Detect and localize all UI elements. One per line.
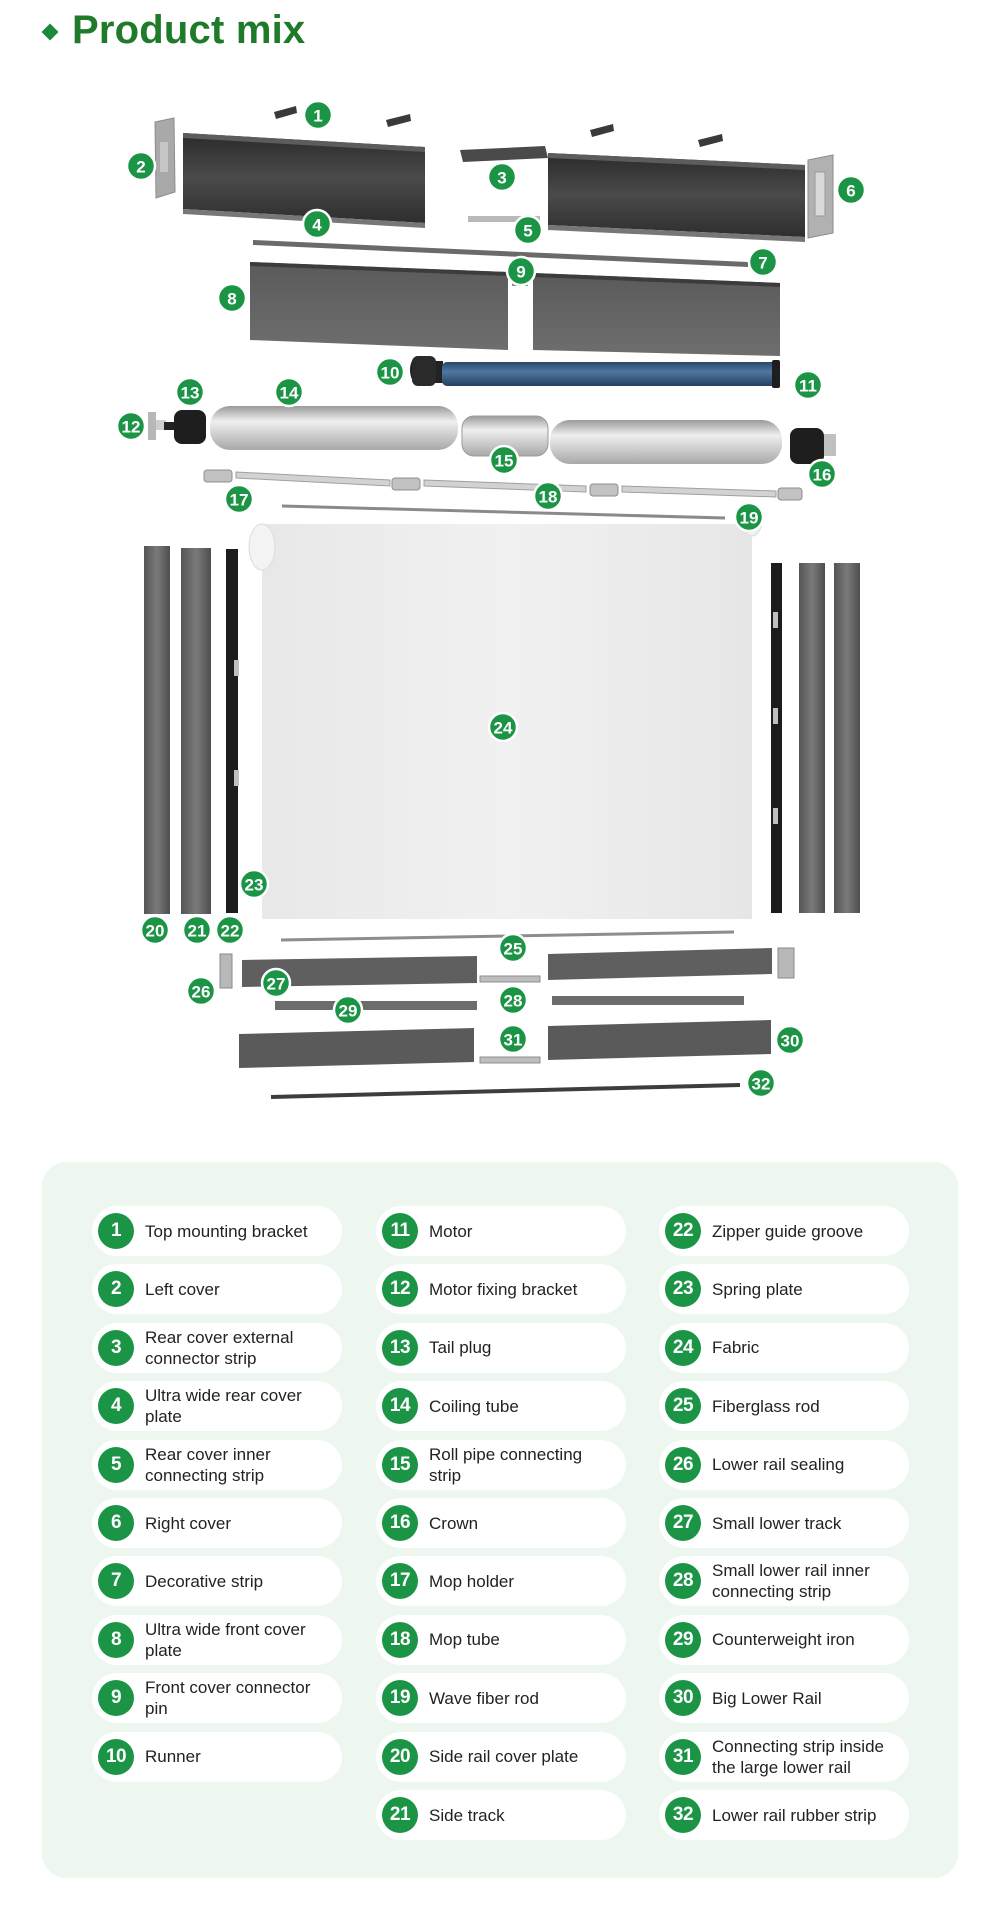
legend-number-badge: 8: [98, 1622, 134, 1658]
callout-number: 15: [494, 451, 514, 471]
callout-badge-15: [490, 446, 518, 474]
legend-item-1: [92, 1206, 342, 1256]
legend-number-badge: 19: [382, 1680, 418, 1716]
legend-item-9: [92, 1673, 342, 1723]
legend-item-14: [376, 1381, 626, 1431]
legend-item-5: [92, 1440, 342, 1490]
legend-item-30: [659, 1673, 909, 1723]
legend-number-badge: 3: [98, 1330, 134, 1366]
legend-item-12: [376, 1264, 626, 1314]
legend-label: Left cover: [145, 1279, 220, 1299]
legend-label: Wave fiber rod: [429, 1688, 539, 1708]
callout-number: 21: [187, 921, 207, 941]
legend-item-27: [659, 1498, 909, 1548]
legend-label: Rear cover external connector strip: [145, 1327, 294, 1368]
legend-label: Big Lower Rail: [712, 1688, 822, 1708]
callout-number: 23: [244, 875, 264, 895]
legend-number-badge: 32: [665, 1797, 701, 1833]
legend-item-19: [376, 1673, 626, 1723]
legend-number-badge: 24: [665, 1330, 701, 1366]
legend-label: Counterweight iron: [712, 1630, 855, 1650]
legend-label: Small lower track: [712, 1513, 842, 1533]
legend-label: Fiberglass rod: [712, 1396, 820, 1416]
part-right-cover: [808, 155, 833, 238]
callout-badge-32: [747, 1069, 775, 1097]
callout-badge-22: [216, 916, 244, 944]
legend-label: Front cover connector pin: [145, 1678, 311, 1719]
legend-number-badge: 30: [665, 1680, 701, 1716]
callout-badge-18: [534, 482, 562, 510]
callout-number: 10: [380, 363, 400, 383]
legend-item-16: [376, 1498, 626, 1548]
callout-number: 4: [312, 215, 322, 235]
callout-badge-24: [489, 713, 517, 741]
callout-number: 32: [751, 1074, 771, 1094]
callout-number: 30: [780, 1031, 800, 1051]
callout-number: 16: [812, 465, 832, 485]
part-tail-plug: [164, 410, 206, 444]
callout-number: 14: [279, 383, 299, 403]
legend-label: Top mounting bracket: [145, 1221, 308, 1241]
callout-badge-16: [808, 460, 836, 488]
callout-number: 2: [136, 157, 146, 177]
legend-item-7: [92, 1556, 342, 1606]
legend-label: Ultra wide rear cover plate: [145, 1386, 302, 1427]
legend-number-badge: 10: [98, 1739, 134, 1775]
callout-badge-1: [304, 101, 332, 129]
callout-badge-14: [275, 378, 303, 406]
callout-number: 22: [220, 921, 240, 941]
legend-number-badge: 5: [98, 1447, 134, 1483]
legend-label: Right cover: [145, 1513, 231, 1533]
legend-label: Spring plate: [712, 1279, 803, 1299]
callout-number: 17: [229, 490, 249, 510]
legend-label: Runner: [145, 1747, 201, 1767]
callout-badge-25: [499, 934, 527, 962]
legend-number-badge: 12: [382, 1271, 418, 1307]
callout-badge-12: [117, 412, 145, 440]
legend-item-29: [659, 1615, 909, 1665]
callout-badge-11: [794, 371, 822, 399]
callout-badge-17: [225, 485, 253, 513]
legend-number-badge: 23: [665, 1271, 701, 1307]
part-mop-tube: [236, 472, 776, 497]
legend-label: Mop holder: [429, 1571, 515, 1591]
legend-item-22: [659, 1206, 909, 1256]
legend-label: Crown: [429, 1513, 479, 1533]
legend-item-25: [659, 1381, 909, 1431]
legend-number-badge: 27: [665, 1505, 701, 1541]
callout-number: 19: [739, 508, 759, 528]
legend-label: Motor: [429, 1221, 473, 1241]
legend-number-badge: 28: [665, 1563, 701, 1599]
legend-item-11: [376, 1206, 626, 1256]
legend-label: Lower rail sealing: [712, 1455, 845, 1475]
legend-number-badge: 15: [382, 1447, 418, 1483]
legend-item-20: [376, 1732, 626, 1782]
callout-badge-19: [735, 503, 763, 531]
page-title: Product mix: [72, 8, 306, 52]
parts-legend: [42, 1162, 958, 1878]
part-small-lower-inner-strip: [480, 976, 540, 982]
legend-number-badge: 31: [665, 1739, 701, 1775]
part-decorative-strip: [253, 240, 748, 267]
callout-number: 11: [799, 376, 817, 396]
legend-item-31: [659, 1732, 909, 1782]
legend-number-badge: 6: [98, 1505, 134, 1541]
legend-label: Coiling tube: [429, 1396, 519, 1416]
legend-number-badge: 17: [382, 1563, 418, 1599]
legend-number-badge: 13: [382, 1330, 418, 1366]
callout-number: 3: [497, 168, 507, 188]
callout-number: 24: [493, 718, 513, 738]
legend-label: Lower rail rubber strip: [712, 1805, 877, 1825]
legend-number-badge: 21: [382, 1797, 418, 1833]
callout-number: 9: [516, 262, 526, 282]
callout-badge-8: [218, 284, 246, 312]
legend-label: Tail plug: [429, 1338, 492, 1358]
legend-label: Motor fixing bracket: [429, 1279, 578, 1299]
part-crown: [790, 428, 836, 464]
legend-item-17: [376, 1556, 626, 1606]
legend-item-10: [92, 1732, 342, 1782]
callout-number: 29: [338, 1001, 358, 1021]
callout-badge-20: [141, 916, 169, 944]
callout-badge-9: [507, 257, 535, 285]
legend-item-3: [92, 1323, 342, 1373]
legend-item-6: [92, 1498, 342, 1548]
legend-item-18: [376, 1615, 626, 1665]
callout-number: 25: [503, 939, 523, 959]
legend-number-badge: 16: [382, 1505, 418, 1541]
legend-item-23: [659, 1264, 909, 1314]
legend-number-badge: 26: [665, 1447, 701, 1483]
legend-label: Decorative strip: [145, 1571, 264, 1591]
callout-badge-6: [837, 176, 865, 204]
legend-label: Connecting strip inside the large lower rail: [712, 1736, 884, 1777]
legend-item-15: [376, 1440, 626, 1490]
legend-number-badge: 4: [98, 1388, 134, 1424]
legend-number-badge: 9: [98, 1680, 134, 1716]
part-fabric: [249, 504, 762, 919]
legend-number-badge: 2: [98, 1271, 134, 1307]
callout-number: 28: [503, 991, 523, 1011]
legend-label: Side rail cover plate: [429, 1747, 579, 1767]
legend-item-28: [659, 1556, 909, 1606]
legend-item-8: [92, 1615, 342, 1665]
legend-number-badge: 29: [665, 1622, 701, 1658]
callout-badge-28: [499, 986, 527, 1014]
callout-badge-7: [749, 248, 777, 276]
legend-number-badge: 20: [382, 1739, 418, 1775]
callout-number: 7: [758, 253, 768, 273]
callout-number: 6: [846, 181, 856, 201]
legend-item-4: [92, 1381, 342, 1431]
callout-badge-30: [776, 1026, 804, 1054]
callout-badge-2: [127, 152, 155, 180]
legend-label: Fabric: [712, 1338, 760, 1358]
legend-item-24: [659, 1323, 909, 1373]
part-motor: [410, 356, 780, 388]
callout-number: 5: [523, 221, 533, 241]
callout-number: 13: [180, 383, 200, 403]
callout-number: 20: [145, 921, 165, 941]
legend-number-badge: 22: [665, 1213, 701, 1249]
callout-number: 31: [503, 1030, 523, 1050]
legend-item-2: [92, 1264, 342, 1314]
callout-number: 1: [313, 106, 323, 126]
part-motor-fixing-bracket: [148, 412, 166, 440]
legend-item-32: [659, 1790, 909, 1840]
legend-number-badge: 1: [98, 1213, 134, 1249]
part-rear-connector-strip: [460, 146, 548, 162]
callout-number: 18: [538, 487, 558, 507]
legend-item-21: [376, 1790, 626, 1840]
legend-label: Side track: [429, 1805, 505, 1825]
legend-number-badge: 25: [665, 1388, 701, 1424]
callout-badge-21: [183, 916, 211, 944]
callout-badge-26: [187, 977, 215, 1005]
part-wave-fiber-rod: [282, 506, 725, 518]
legend-number-badge: 14: [382, 1388, 418, 1424]
callout-badge-10: [376, 358, 404, 386]
part-left-cover: [155, 118, 175, 198]
legend-label: Ultra wide front cover plate: [145, 1619, 306, 1660]
legend-number-badge: 11: [382, 1213, 418, 1249]
part-large-rail-inner-strip: [480, 1057, 540, 1063]
legend-item-13: [376, 1323, 626, 1373]
legend-label: Small lower rail inner connecting strip: [712, 1561, 870, 1602]
legend-label: Rear cover inner connecting strip: [145, 1444, 271, 1485]
legend-label: Roll pipe connecting strip: [429, 1444, 583, 1485]
callout-number: 27: [266, 974, 286, 994]
legend-number-badge: 18: [382, 1622, 418, 1658]
callout-badge-5: [514, 216, 542, 244]
part-top-mounting-bracket: [274, 106, 723, 147]
callout-number: 8: [227, 289, 237, 309]
legend-number-badge: 7: [98, 1563, 134, 1599]
callout-badge-31: [499, 1025, 527, 1053]
callout-badge-29: [334, 996, 362, 1024]
legend-item-26: [659, 1440, 909, 1490]
callout-number: 26: [191, 982, 211, 1002]
legend-label: Zipper guide groove: [712, 1221, 864, 1241]
callout-badge-4: [303, 210, 331, 238]
callout-badge-27: [262, 969, 290, 997]
legend-label: Mop tube: [429, 1630, 500, 1650]
callout-badge-3: [488, 163, 516, 191]
callout-badge-23: [240, 870, 268, 898]
part-lower-rail-rubber-strip: [271, 1085, 740, 1097]
callout-number: 12: [121, 417, 141, 437]
callout-badge-13: [176, 378, 204, 406]
